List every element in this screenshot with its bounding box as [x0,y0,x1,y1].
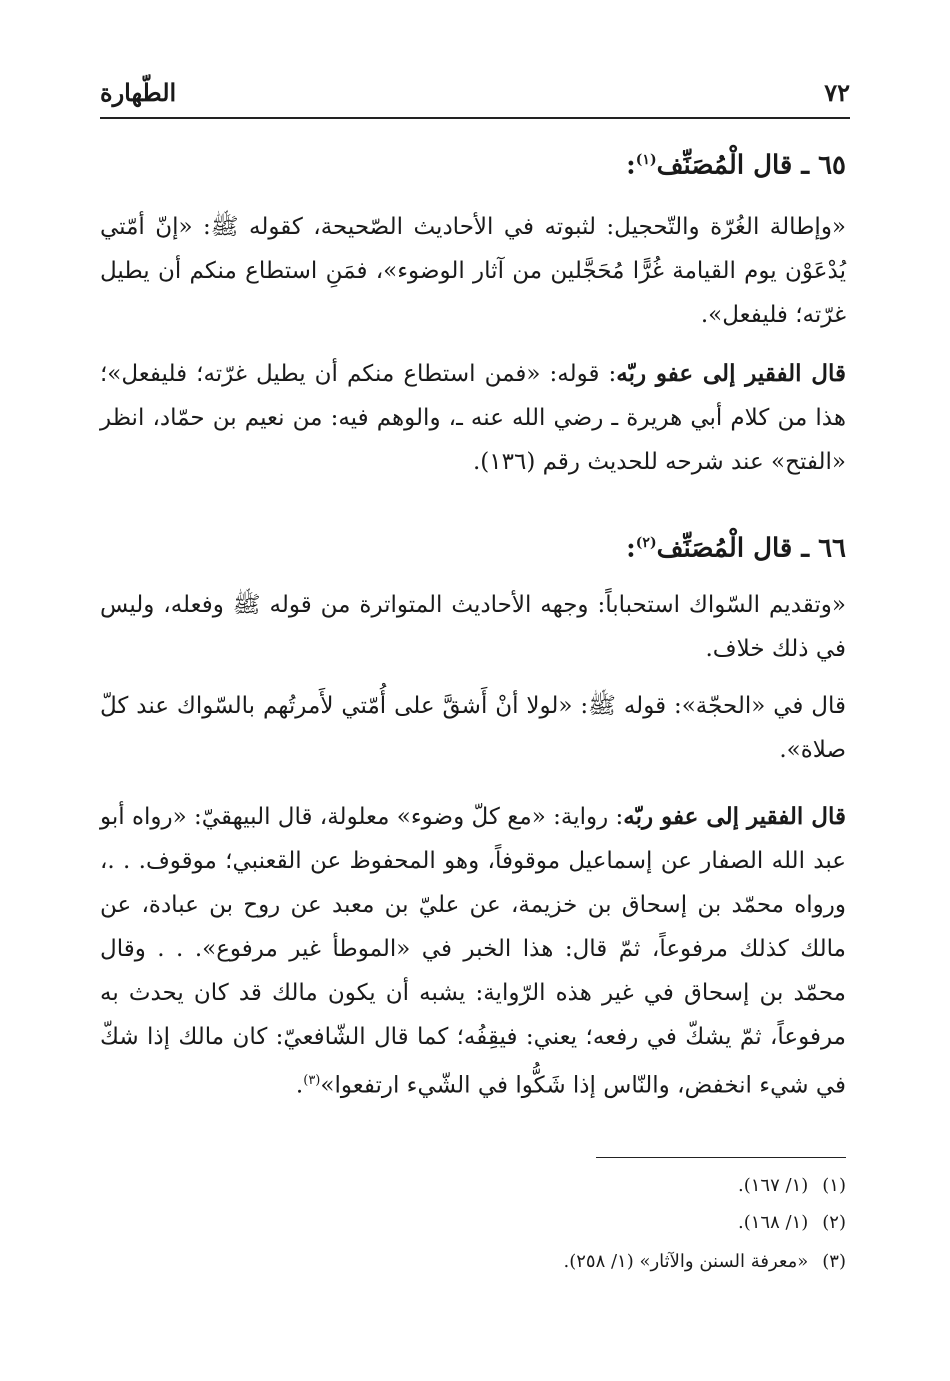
footnote-ref-3: (٣) [303,1073,321,1088]
footnote-number: (٢) [822,1212,846,1233]
commentator-label: قال الفقير إلى عفو ربّه [616,360,846,387]
section-title: الطّهارة [100,77,177,107]
footnote-text: (١/ ١٦٧). [738,1175,809,1196]
entry-66-heading [100,523,846,569]
entry-65-heading-text: ٦٥ ـ قال الْمُصَنِّف [656,150,846,181]
entry-66-comment-end: . [295,1072,304,1099]
footnote-rule [596,1157,846,1158]
footnote-ref-1: (١) [635,152,657,168]
entry-66-colon: : [626,533,636,564]
footnote-number: (٣) [822,1251,846,1272]
footnote-3 [400,1247,846,1277]
entry-66-comment-body: : رواية: «مع كلّ وضوء» معلولة، قال البيهقيّ: «رواه أبو عبد الله الصفار عن إسماعيل موقوفاً، وهو المحفوظ عن القعنبي؛ موقوف. . .، ورواه محمّد بن إسحاق بن خزيمة، عن عليّ بن معبد عن روح بن عبادة، عن مالك كذلك مرفوعاً، ثمّ قال: هذا الخبر في «الموطأ غير مرفوع». . . وقال محمّد بن إسحاق في غير هذه الرّواية: يشبه أن يكون مالك قد كان يحدث به مرفوعاً، ثمّ يشكّ في رفعه؛ يعني: فيقِفُه؛ كما قال الشّافعيّ: كان مالك إذا شكّ في شيء انخفض، والنّاس إذا شَكُّوا في الشّيء ارتفعوا» [100,804,846,1099]
footnote-1 [400,1171,846,1201]
footnote-2 [400,1208,846,1238]
page-number: ٧٢ [824,77,850,107]
entry-65-comment-body: : قوله: «فمن استطاع منكم أن يطيل غرّته؛ فليفعل»؛ هذا من كلام أبي هريرة ـ رضي الله عنه ـ، والوهم فيه: من نعيم بن حمّاد، انظر «الفتح» عند شرحه للحديث رقم (١٣٦). [100,361,846,475]
entry-66-quote: «وتقديم السّواك استحباباً: وجهه الأحاديث المتواترة من قوله ﷺ وفعله، وليس في ذلك خلاف. [100,592,846,662]
entry-65-comment [100,352,846,484]
entry-66-hujja: قال في «الحجّة»: قوله ﷺ: «لولا أنْ أَشقَّ على أُمّتي لأَمرتُهم بالسّواك عند كلّ صلاة». [100,693,846,763]
entry-65-heading [100,140,846,186]
footnote-text: «معرفة السنن والآثار» (١/ ٢٥٨). [563,1251,809,1272]
footnote-number: (١) [822,1175,846,1196]
commentator-label: قال الفقير إلى عفو ربّه [623,803,846,830]
entry-66-heading-text: ٦٦ ـ قال الْمُصَنِّف [656,533,846,564]
entry-65-quote: «وإطالة الغُرّة والتّحجيل: لثبوته في الأحاديث الصّحيحة، كقوله ﷺ: «إنّ أمّتي يُدْعَوْن يوم القيامة غُرًّا مُحَجَّلين من آثار الوضوء»، فمَنِ استطاع منكم أن يطيل غرّته؛ فليفعل». [100,214,846,328]
running-header [100,72,850,112]
entry-66-comment [100,795,846,1108]
footnote-ref-2: (٢) [635,535,657,551]
entry-65-colon: : [626,150,636,181]
header-rule [100,117,850,119]
footnote-text: (١/ ١٦٨). [738,1212,809,1233]
